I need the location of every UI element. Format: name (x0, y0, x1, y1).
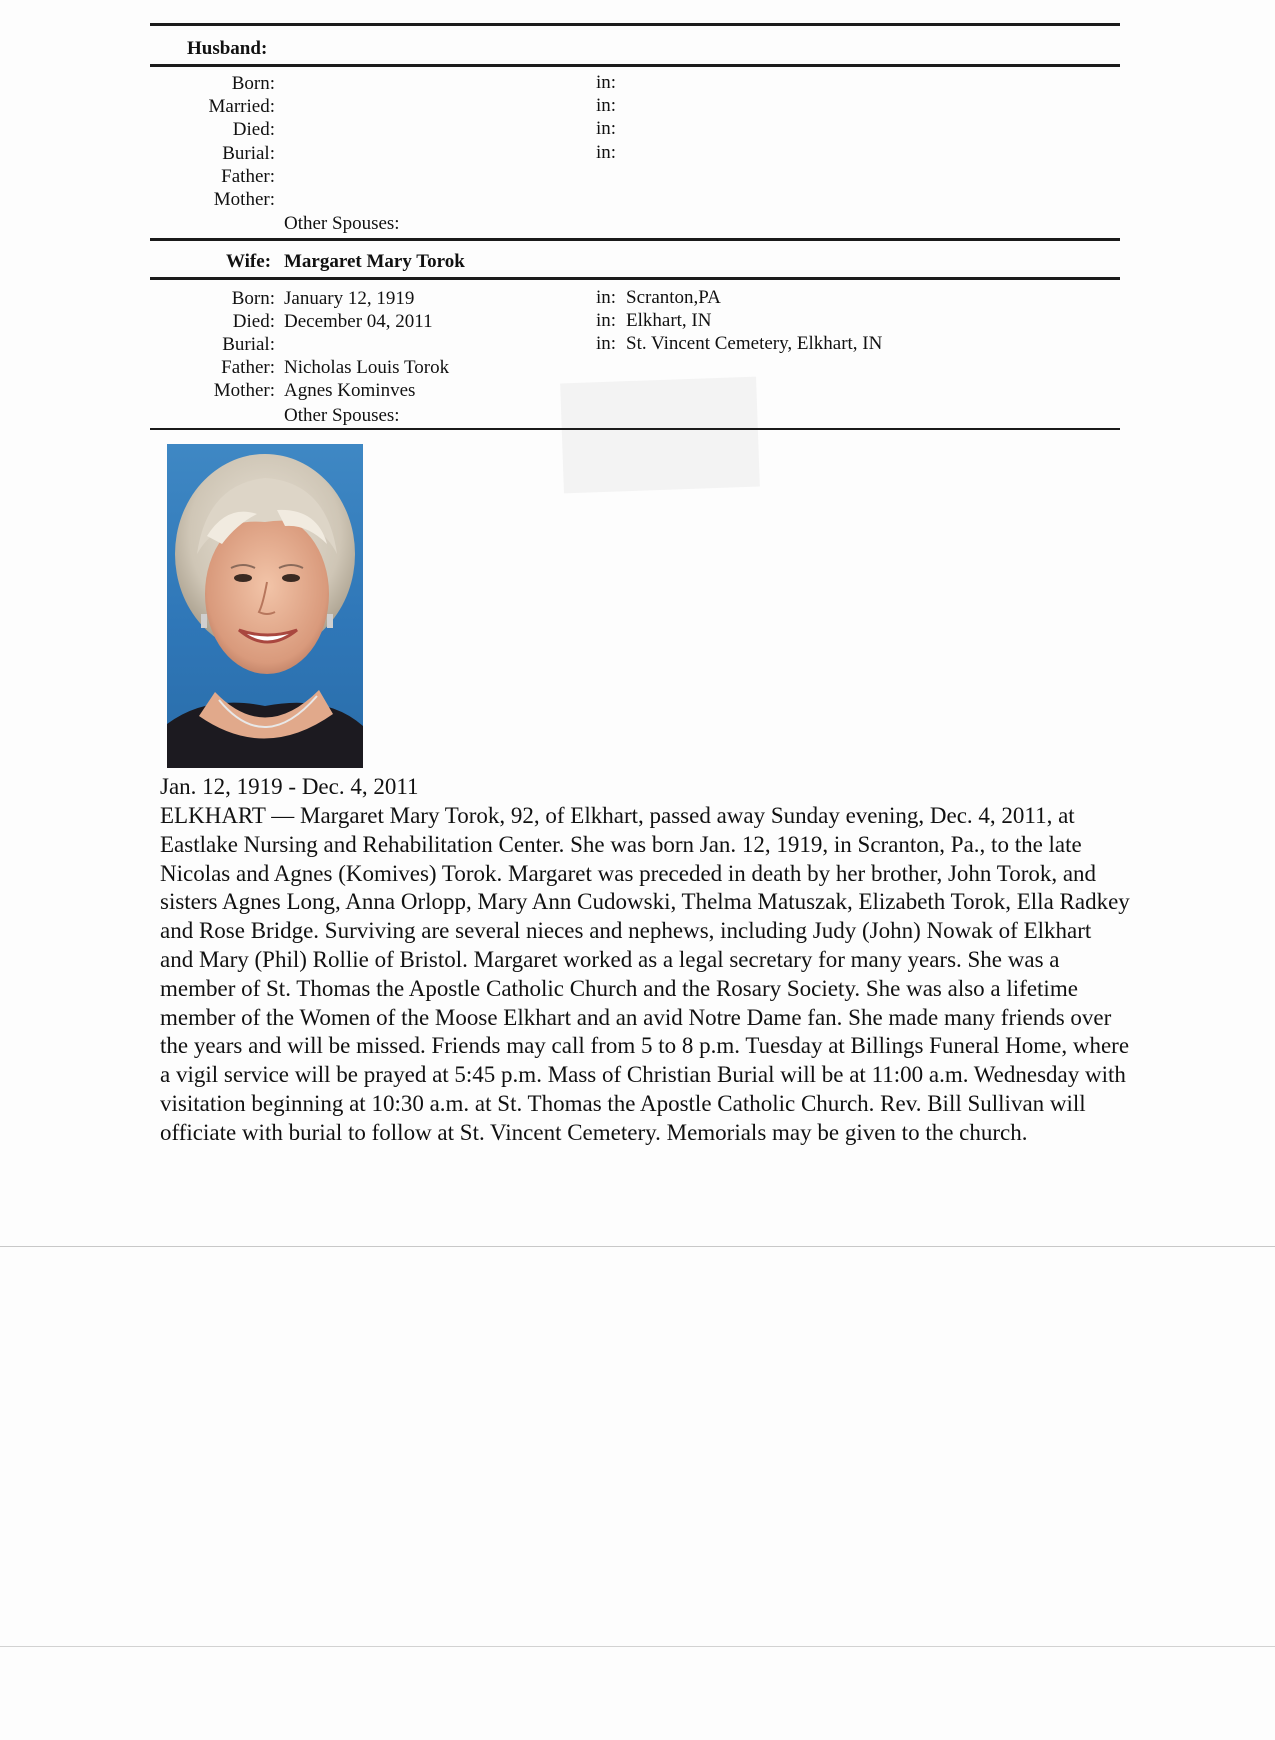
husband-married-label: Married: (208, 96, 275, 117)
wife-top-rule (150, 238, 1120, 241)
wife-heading: Wife: (226, 251, 272, 272)
husband-other-spouses: Other Spouses: (284, 213, 400, 234)
husband-born-label: Born: (231, 73, 275, 94)
wife-born-place: Scranton,PA (626, 287, 721, 308)
wife-burial-label: Burial: (222, 334, 275, 355)
wife-born-label: Born: (231, 288, 275, 309)
wife-born-date: January 12, 1919 (284, 288, 415, 309)
scan-fold-line-upper (0, 1246, 1275, 1247)
portrait-illustration (167, 444, 363, 768)
husband-married-in-label: in: (596, 95, 617, 116)
wife-other-spouses: Other Spouses: (284, 405, 400, 426)
wife-mother-name: Agnes Kominves (284, 380, 416, 401)
wife-died-in-label: in: (596, 310, 617, 331)
wife-father-label: Father: (221, 357, 275, 378)
husband-header-rule (150, 64, 1120, 67)
husband-mother-label: Mother: (213, 189, 275, 210)
scan-fold-line-lower (0, 1646, 1275, 1647)
scan-smudge (560, 377, 760, 494)
portrait-photo (167, 444, 363, 768)
wife-father-name: Nicholas Louis Torok (284, 357, 450, 378)
husband-heading: Husband: (187, 38, 268, 59)
wife-died-label: Died: (232, 311, 275, 332)
husband-burial-in-label: in: (596, 142, 617, 163)
wife-died-date: December 04, 2011 (284, 311, 433, 332)
husband-burial-label: Burial: (222, 143, 275, 164)
wife-died-place: Elkhart, IN (626, 310, 712, 331)
wife-burial-place: St. Vincent Cemetery, Elkhart, IN (626, 333, 883, 354)
husband-born-in-label: in: (596, 72, 617, 93)
husband-father-label: Father: (221, 166, 275, 187)
husband-died-in-label: in: (596, 118, 617, 139)
husband-died-label: Died: (232, 119, 275, 140)
wife-name: Margaret Mary Torok (284, 251, 465, 272)
obituary-dates: Jan. 12, 1919 - Dec. 4, 2011 (160, 774, 419, 799)
wife-mother-label: Mother: (213, 380, 275, 401)
wife-burial-in-label: in: (596, 333, 617, 354)
wife-bottom-rule (150, 428, 1120, 430)
wife-header-rule (150, 277, 1120, 280)
husband-top-rule (150, 23, 1120, 26)
wife-born-in-label: in: (596, 287, 617, 308)
obituary-text: ELKHART — Margaret Mary Torok, 92, of Elkhart, passed away Sunday evening, Dec. 4, 2011, at Eastlake Nursing and Rehabilitation Center. She was born Jan. 12, 1919, in Scranton, Pa., to the late Nicolas and Agnes (Komives) Torok. Margaret was preceded in death by her brother, John Torok, and sisters Agnes Long, Anna Orlopp, Mary Ann Cudowski, Thelma Matuszak, Elizabeth Torok, Ella Radkey and Rose Bridge. Surviving are several nieces and nephews, including Judy (John) Nowak of Elkhart and Mary (Phil) Rollie of Bristol. Margaret worked as a legal secretary for many years. She was a member of St. Thomas the Apostle Catholic Church and the Rosary Society. She was also a lifetime member of the Women of the Moose Elkhart and an avid Notre Dame fan. She made many friends over the years and will be missed. Friends may call from 5 to 8 p.m. Tuesday at Billings Funeral Home, where a vigil service will be prayed at 5:45 p.m. Mass of Christian Burial will be at 11:00 a.m. Wednesday with visitation beginning at 10:30 a.m. at St. Thomas the Apostle Catholic Church. Rev. Bill Sullivan will officiate with burial to follow at St. Vincent Cemetery. Memorials may be given to the church. (160, 803, 1130, 1145)
